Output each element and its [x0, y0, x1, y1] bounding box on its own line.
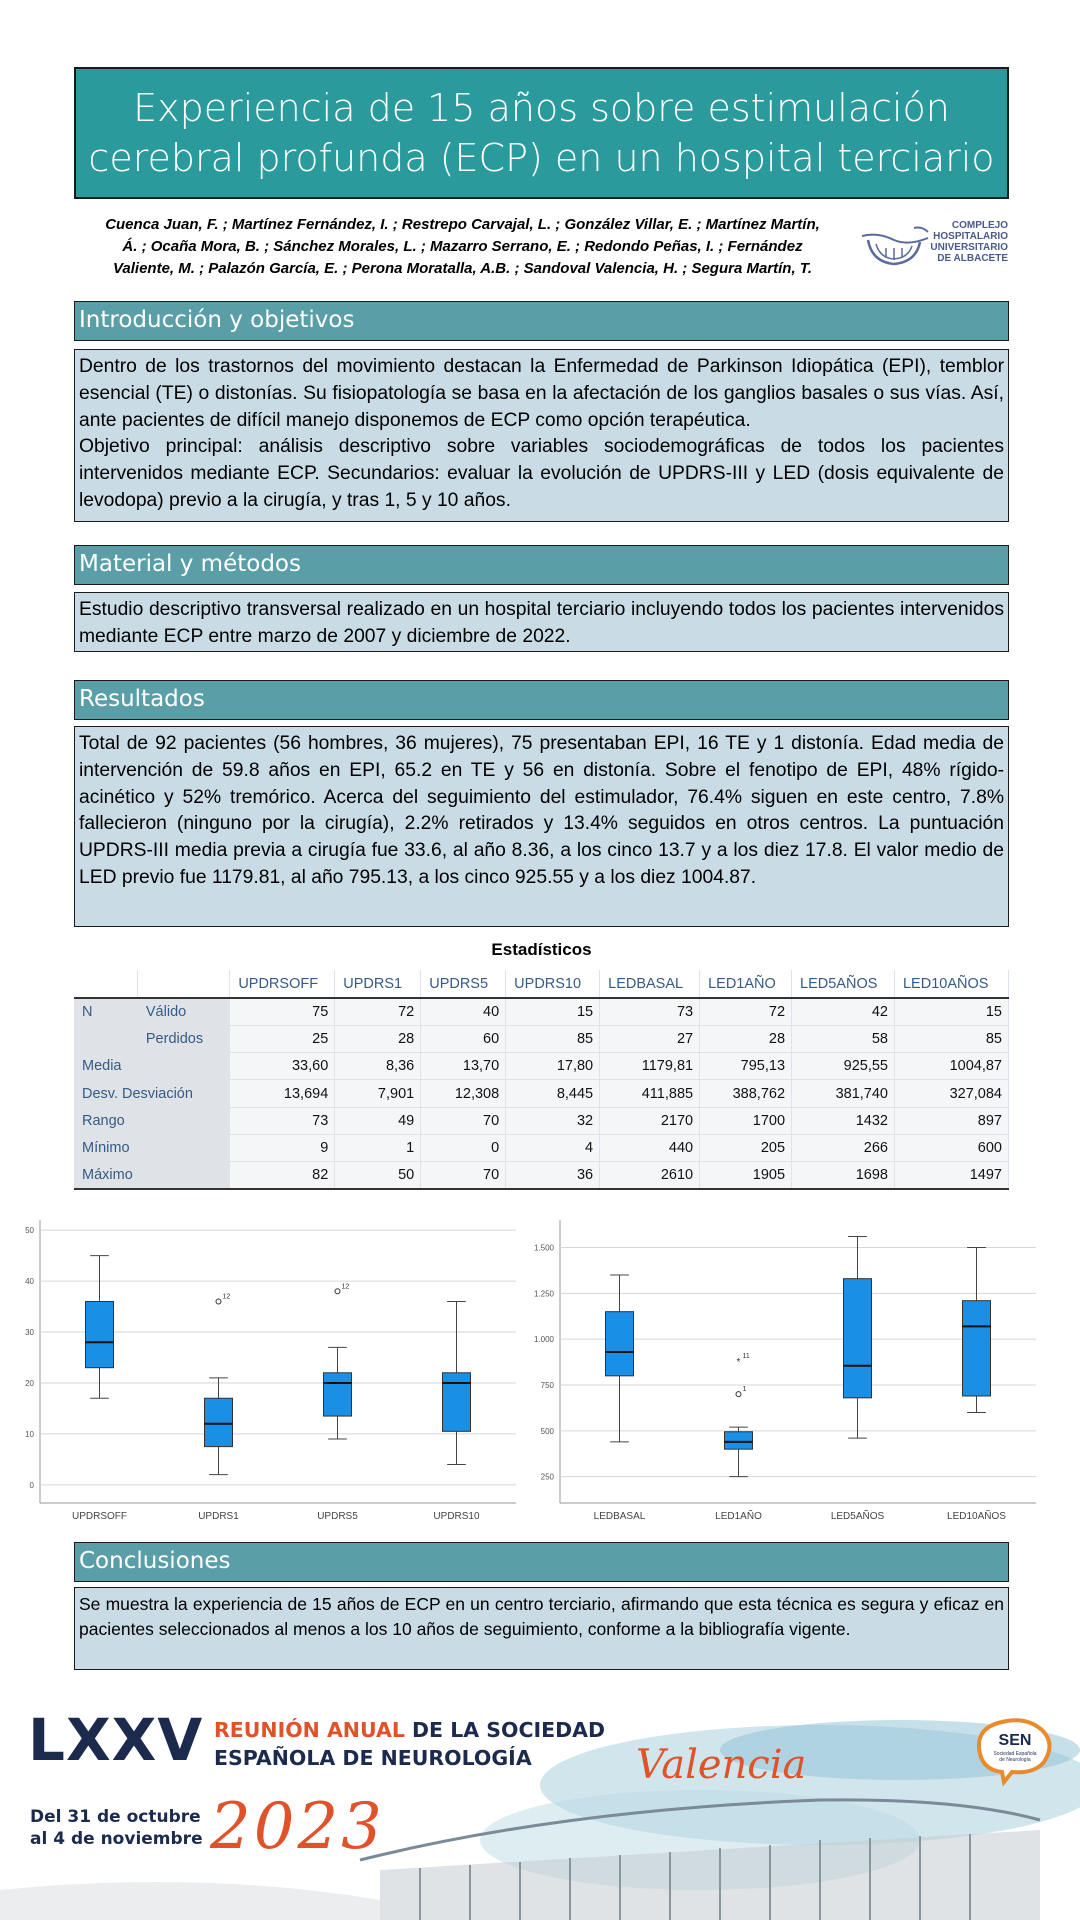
table-cell: 13,70 [421, 1053, 506, 1080]
table-cell: 1179,81 [600, 1053, 700, 1080]
table-cell: 15 [894, 998, 1008, 1025]
table-cell: 27 [600, 1025, 700, 1052]
table-row [74, 1134, 1009, 1161]
sen-logo-subtitle: Sociedad Española de Neurología [993, 1751, 1037, 1763]
outlier-label: 12 [222, 1293, 231, 1301]
table-cell: 1497 [894, 1162, 1008, 1189]
table-cell: 17,80 [506, 1053, 600, 1080]
table-cell: 75 [230, 998, 335, 1025]
table-cell: 1004,87 [894, 1053, 1008, 1080]
sen-logo [968, 1714, 1058, 1790]
y-tick-label: 1.000 [533, 1335, 554, 1345]
box [606, 1312, 634, 1376]
table-cell: 327,084 [894, 1080, 1008, 1107]
intro-paragraph-2: Objetivo principal: análisis descriptivo sobre variables sociodemográficas de todos los pacientes intervenidos mediante ECP. Secundarios: evaluar la evolución de UPDRS-III y LED (dosis equivalente de levodopa) previo a la cirugía, y tras 1, 5 y 10 años. [79, 436, 1004, 511]
table-cell: 32 [506, 1107, 600, 1134]
table-cell: 49 [335, 1107, 421, 1134]
author-list [70, 214, 855, 280]
conclusions-body [74, 1587, 1009, 1670]
table-cell: 72 [335, 998, 421, 1025]
conclusions-heading: Conclusiones [74, 1542, 1009, 1582]
outlier-label: 12 [341, 1283, 350, 1291]
table-cell: 70 [421, 1162, 506, 1189]
table-cell: 40 [421, 998, 506, 1025]
x-tick-label: UPDRSOFF [72, 1511, 127, 1520]
y-tick-label: 250 [540, 1472, 554, 1482]
y-tick-label: 750 [540, 1381, 554, 1390]
conclusions-paragraph: Se muestra la experiencia de 15 años de ECP en un centro terciario, afirmando que esta técnica es segura y eficaz en pacientes seleccionados al menos a los 10 años de seguimiento, conforme a la bibliografía vigente. [79, 1594, 1004, 1639]
table-cell: 8,445 [506, 1080, 600, 1107]
authors-line-2: Á. ; Ocaña Mora, B. ; Sánchez Morales, L. ; Mazarro Serrano, E. ; Redondo Peñas, I. ; Fernández [122, 238, 803, 255]
outlier-label: 1 [742, 1386, 747, 1394]
methods-paragraph: Estudio descriptivo transversal realizado en un hospital terciario incluyendo todos los pacientes intervenidos mediante ECP entre marzo de 2007 y diciembre de 2022. [79, 599, 1004, 647]
table-cell: 205 [700, 1134, 792, 1161]
box [86, 1301, 114, 1367]
column-header: UPDRSOFF [230, 970, 335, 998]
box [963, 1301, 991, 1396]
table-cell: 2170 [600, 1107, 700, 1134]
table-cell: 73 [600, 998, 700, 1025]
x-tick-label: LED1AÑO [715, 1511, 762, 1520]
y-tick-label: 50 [25, 1226, 34, 1236]
meeting-name-red: REUNIÓN ANUAL [214, 1718, 405, 1742]
table-cell: 58 [792, 1025, 895, 1052]
table-row [74, 1025, 1009, 1052]
table-cell: 72 [700, 998, 792, 1025]
table-cell: 85 [894, 1025, 1008, 1052]
title-line-2: cerebral profunda (ECP) en un hospital terciario [88, 136, 995, 180]
results-heading: Resultados [74, 680, 1009, 720]
row-label: N [74, 998, 138, 1025]
stats-table [74, 970, 1009, 1190]
box [725, 1432, 753, 1449]
table-row [74, 998, 1009, 1025]
table-cell: 25 [230, 1025, 335, 1052]
meeting-dates: Del 31 de octubre al 4 de noviembre [30, 1807, 203, 1849]
sen-logo-name: SEN [998, 1732, 1032, 1749]
column-header: LED10AÑOS [894, 970, 1008, 998]
row-label: Rango [74, 1107, 230, 1134]
row-sublabel: Válido [138, 998, 230, 1025]
table-row [74, 1162, 1009, 1189]
row-label [74, 1025, 138, 1052]
table-cell: 33,60 [230, 1053, 335, 1080]
results-paragraph: Total de 92 pacientes (56 hombres, 36 mujeres), 75 presentaban EPI, 16 TE y 1 distonía. Edad media de intervención de 59.8 años en EPI, 65.2 en TE y 56 en distonía. Sobre el fenotipo de EPI, 48% rígido-acinético y 52% tremórico. Acerca del seguimiento del estimulador, 76.4% siguen en este centro, 7.8% fallecieron (ninguno por la cirugía), 2.2% retirados y 13.4% seguidos en otros centros. La puntuación UPDRS-III media previa a cirugía fue 33.6, al año 8.36, a los cinco 13.7 y a los diez 17.8. El valor medio de LED previo fue 1179.81, al año 795.13, a los cinco 925.55 y a los diez 1004.87. [79, 733, 1004, 888]
row-label: Mínimo [74, 1134, 230, 1161]
y-tick-label: 30 [25, 1328, 34, 1338]
row-label: Media [74, 1053, 230, 1080]
box [844, 1279, 872, 1398]
y-tick-label: 20 [25, 1378, 34, 1388]
table-cell: 73 [230, 1107, 335, 1134]
y-tick-label: 10 [25, 1429, 34, 1439]
outlier-label: 11 [742, 1353, 750, 1361]
box [443, 1373, 471, 1432]
y-tick-label: 1.500 [533, 1243, 554, 1253]
table-cell: 1 [335, 1134, 421, 1161]
x-tick-label: LED10AÑOS [947, 1511, 1006, 1520]
column-header: UPDRS5 [421, 970, 506, 998]
intro-heading: Introducción y objetivos [74, 301, 1009, 341]
outlier-marker [335, 1289, 340, 1294]
updrs-boxplot [8, 1210, 528, 1520]
table-cell: 50 [335, 1162, 421, 1189]
stats-header-row [74, 970, 1009, 998]
table-cell: 7,901 [335, 1080, 421, 1107]
title-line-1: Experiencia de 15 años sobre estimulación [133, 86, 950, 130]
table-cell: 82 [230, 1162, 335, 1189]
table-cell: 8,36 [335, 1053, 421, 1080]
hospital-emblem-icon [858, 218, 932, 274]
box [205, 1398, 233, 1446]
meeting-name [214, 1716, 605, 1772]
meeting-name-blue: DE LA SOCIEDAD [404, 1718, 606, 1742]
authors-line-1: Cuenca Juan, F. ; Martínez Fernández, I. ; Restrepo Carvajal, L. ; González Villar, E. ; Martínez Martín, [105, 216, 820, 233]
authors-line-3: Valiente, M. ; Palazón García, E. ; Perona Moratalla, A.B. ; Sandoval Valencia, H. ; Segura Martín, T. [112, 260, 813, 277]
table-cell: 28 [700, 1025, 792, 1052]
table-row [74, 1107, 1009, 1134]
methods-body [74, 592, 1009, 652]
intro-body [74, 349, 1009, 522]
outlier-marker [216, 1299, 221, 1304]
table-cell: 1698 [792, 1162, 895, 1189]
outlier-marker: * [736, 1357, 741, 1369]
meeting-name-line-2: ESPAÑOLA DE NEUROLOGÍA [214, 1746, 532, 1770]
x-tick-label: UPDRS10 [433, 1511, 480, 1520]
column-header: UPDRS10 [506, 970, 600, 998]
column-header: LED1AÑO [700, 970, 792, 998]
table-row [74, 1053, 1009, 1080]
table-cell: 28 [335, 1025, 421, 1052]
stats-table-title: Estadísticos [491, 940, 592, 959]
table-cell: 2610 [600, 1162, 700, 1189]
hospital-logo [858, 218, 1008, 274]
table-cell: 70 [421, 1107, 506, 1134]
poster-title [74, 67, 1009, 199]
table-cell: 600 [894, 1134, 1008, 1161]
table-cell: 9 [230, 1134, 335, 1161]
x-tick-label: UPDRS5 [317, 1511, 358, 1520]
table-cell: 795,13 [700, 1053, 792, 1080]
table-cell: 42 [792, 998, 895, 1025]
table-cell: 60 [421, 1025, 506, 1052]
methods-heading: Material y métodos [74, 545, 1009, 585]
y-tick-label: 0 [29, 1480, 34, 1490]
meeting-city: Valencia [636, 1742, 807, 1788]
x-tick-label: UPDRS1 [198, 1511, 239, 1520]
table-cell: 897 [894, 1107, 1008, 1134]
column-header: UPDRS1 [335, 970, 421, 998]
meeting-year: 2023 [210, 1790, 385, 1864]
y-tick-label: 40 [25, 1277, 34, 1287]
column-header: LEDBASAL [600, 970, 700, 998]
table-row [74, 1080, 1009, 1107]
table-cell: 85 [506, 1025, 600, 1052]
table-cell: 266 [792, 1134, 895, 1161]
x-tick-label: LEDBASAL [593, 1511, 646, 1520]
led-boxplot [528, 1210, 1048, 1520]
table-cell: 0 [421, 1134, 506, 1161]
intro-paragraph-1: Dentro de los trastornos del movimiento destacan la Enfermedad de Parkinson Idiopática (EPI), temblor esencial (TE) o distonías. Su fisiopatología se basa en la afectación de los ganglios basales o sus vías. Así, ante pacientes de difícil manejo disponemos de ECP como opción terapéutica. [79, 356, 1004, 431]
column-header: LED5AÑOS [792, 970, 895, 998]
results-body [74, 726, 1009, 927]
table-cell: 15 [506, 998, 600, 1025]
box [324, 1373, 352, 1416]
y-tick-label: 1.250 [533, 1289, 554, 1299]
table-cell: 12,308 [421, 1080, 506, 1107]
table-cell: 36 [506, 1162, 600, 1189]
table-cell: 411,885 [600, 1080, 700, 1107]
row-label: Máximo [74, 1162, 230, 1189]
y-tick-label: 500 [540, 1426, 554, 1436]
table-cell: 1432 [792, 1107, 895, 1134]
row-label: Desv. Desviación [74, 1080, 230, 1107]
table-cell: 1905 [700, 1162, 792, 1189]
table-cell: 388,762 [700, 1080, 792, 1107]
table-cell: 13,694 [230, 1080, 335, 1107]
edition-number: LXXV [28, 1706, 204, 1774]
outlier-marker [736, 1392, 741, 1397]
table-cell: 381,740 [792, 1080, 895, 1107]
table-cell: 440 [600, 1134, 700, 1161]
row-sublabel: Perdidos [138, 1025, 230, 1052]
table-cell: 4 [506, 1134, 600, 1161]
hospital-logo-text: COMPLEJO HOSPITALARIO UNIVERSITARIO DE ALBACETE [930, 220, 1008, 264]
x-tick-label: LED5AÑOS [830, 1511, 885, 1520]
table-cell: 1700 [700, 1107, 792, 1134]
table-cell: 925,55 [792, 1053, 895, 1080]
